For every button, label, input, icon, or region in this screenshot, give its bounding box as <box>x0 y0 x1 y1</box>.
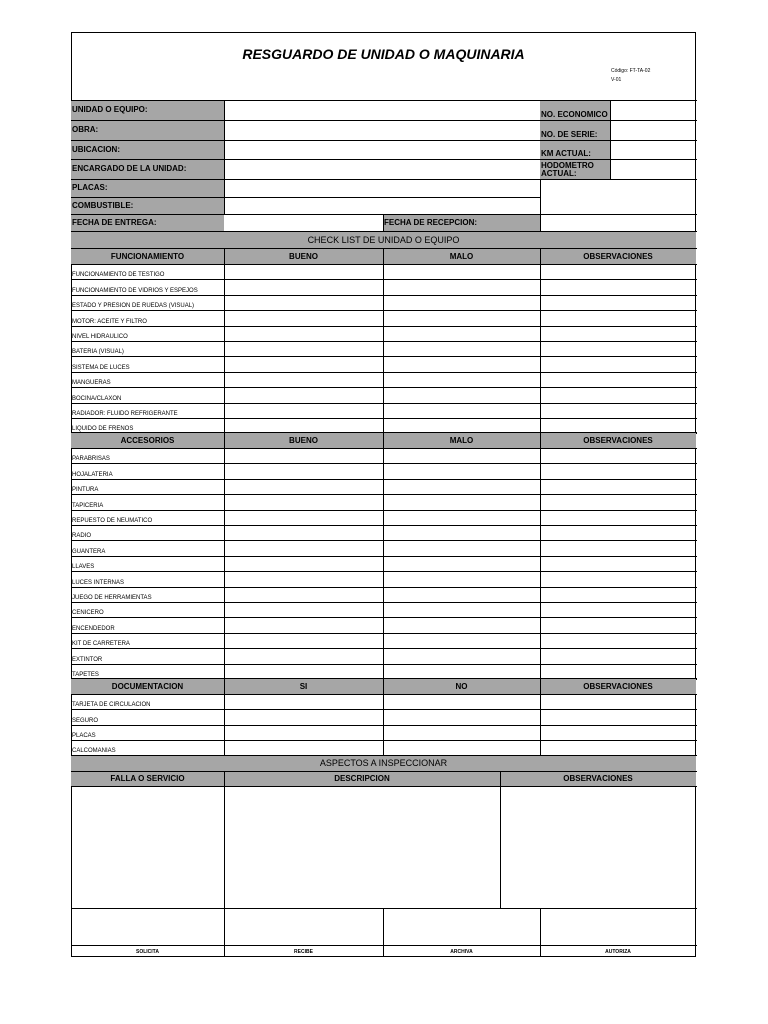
documentacion-header-3: OBSERVACIONES <box>540 678 696 694</box>
grid-line <box>71 100 697 101</box>
accesorios-item: PINTURA <box>72 487 99 494</box>
accesorios-item: RADIO <box>72 533 92 540</box>
info-right-label: NO. DE SERIE: <box>540 120 610 140</box>
funcionamiento-malo-cell[interactable] <box>384 265 539 279</box>
aspectos-header-2: OBSERVACIONES <box>500 771 696 786</box>
aspectos-header-1: DESCRIPCION <box>224 771 500 786</box>
fecha-recepcion-field[interactable] <box>541 214 696 231</box>
accesorios-bueno-cell[interactable] <box>225 495 382 509</box>
documentacion-item: TARJETA DE CIRCULACION <box>72 702 151 709</box>
accesorios-header-2: MALO <box>383 432 540 448</box>
funcionamiento-item: FUNCIONAMIENTO DE VIDRIOS Y ESPEJOS <box>72 287 198 294</box>
grid-line <box>540 432 541 680</box>
signature-solicita[interactable]: SOLICITA <box>136 949 159 955</box>
accesorios-bueno-cell[interactable] <box>225 511 382 525</box>
info-label: OBRA: <box>71 120 224 140</box>
funcionamiento-item: LIQUIDO DE FRENOS <box>72 426 134 433</box>
accesorios-malo-cell[interactable] <box>384 480 539 494</box>
info-value-field[interactable] <box>225 197 540 214</box>
accesorios-item: EXTINTOR <box>72 656 103 663</box>
accesorios-observaciones-cell[interactable] <box>541 449 695 463</box>
signature-autoriza[interactable]: AUTORIZA <box>605 949 631 955</box>
accesorios-observaciones-cell[interactable] <box>541 495 695 509</box>
accesorios-malo-cell[interactable] <box>384 511 539 525</box>
accesorios-item: LUCES INTERNAS <box>72 579 125 586</box>
signature-recibe[interactable]: RECIBE <box>294 949 313 955</box>
accesorios-malo-cell[interactable] <box>384 495 539 509</box>
info-right-value-field[interactable] <box>611 140 696 159</box>
funcionamiento-bueno-cell[interactable] <box>225 327 382 341</box>
funcionamiento-malo-cell[interactable] <box>384 311 539 325</box>
info-label: PLACAS: <box>71 179 224 197</box>
accesorios-observaciones-cell[interactable] <box>541 541 695 555</box>
aspectos-header-0: FALLA O SERVICIO <box>71 771 224 786</box>
accesorios-bueno-cell[interactable] <box>225 541 382 555</box>
grid-line <box>224 678 225 756</box>
accesorios-observaciones-cell[interactable] <box>541 588 695 602</box>
documentacion-bueno-cell[interactable] <box>225 710 382 724</box>
funcionamiento-header-1: BUENO <box>224 248 383 264</box>
accesorios-header-3: OBSERVACIONES <box>540 432 696 448</box>
signature-archiva[interactable]: ARCHIVA <box>450 949 473 955</box>
documentacion-bueno-cell[interactable] <box>225 741 382 755</box>
form-code: Código: FT-TA-02 <box>611 68 651 74</box>
info-right-value-field[interactable] <box>611 100 696 120</box>
accesorios-item: GUANTERA <box>72 548 106 555</box>
accesorios-malo-cell[interactable] <box>384 649 539 663</box>
funcionamiento-item: BOCINA/CLAXON <box>72 395 122 402</box>
info-value-field[interactable] <box>225 140 540 159</box>
funcionamiento-observaciones-cell[interactable] <box>541 311 695 325</box>
documentacion-header-1: SI <box>224 678 383 694</box>
grid-line <box>540 159 697 160</box>
accesorios-item: ENCENDEDOR <box>72 625 115 632</box>
documentacion-header-0: DOCUMENTACION <box>71 678 224 694</box>
funcionamiento-header-2: MALO <box>383 248 540 264</box>
grid-line <box>71 771 697 772</box>
accesorios-header-1: BUENO <box>224 432 383 448</box>
funcionamiento-malo-cell[interactable] <box>384 327 539 341</box>
fecha-entrega-label: FECHA DE ENTREGA: <box>71 214 224 231</box>
accesorios-observaciones-cell[interactable] <box>541 603 695 617</box>
funcionamiento-observaciones-cell[interactable] <box>541 373 695 387</box>
accesorios-bueno-cell[interactable] <box>225 480 382 494</box>
accesorios-item: PARABRISAS <box>72 456 110 463</box>
aspectos-title: ASPECTOS A INSPECCIONAR <box>71 755 696 771</box>
falla-servicio-area[interactable] <box>72 787 223 908</box>
accesorios-item: TAPICERIA <box>72 502 104 509</box>
grid-line <box>540 179 697 180</box>
funcionamiento-item: MOTOR: ACEITE Y FILTRO <box>72 318 147 325</box>
funcionamiento-malo-cell[interactable] <box>384 357 539 371</box>
accesorios-observaciones-cell[interactable] <box>541 649 695 663</box>
funcionamiento-malo-cell[interactable] <box>384 280 539 294</box>
documentacion-malo-cell[interactable] <box>384 741 539 755</box>
documentacion-malo-cell[interactable] <box>384 726 539 740</box>
accesorios-item: LLAVES <box>72 564 95 571</box>
documentacion-observaciones-cell[interactable] <box>541 710 695 724</box>
grid-line <box>224 908 225 957</box>
funcionamiento-item: FUNCIONAMIENTO DE TESTIGO <box>72 272 165 279</box>
accesorios-malo-cell[interactable] <box>384 634 539 648</box>
grid-line <box>71 248 697 249</box>
funcionamiento-header-3: OBSERVACIONES <box>540 248 696 264</box>
info-right-label: NO. ECONOMICO <box>540 100 610 120</box>
accesorios-observaciones-cell[interactable] <box>541 464 695 478</box>
grid-line <box>71 231 697 232</box>
info-value-field[interactable] <box>225 179 540 197</box>
funcionamiento-bueno-cell[interactable] <box>225 311 382 325</box>
accesorios-malo-cell[interactable] <box>384 618 539 632</box>
accesorios-malo-cell[interactable] <box>384 665 539 679</box>
grid-line <box>71 432 697 433</box>
grid-line <box>224 100 225 215</box>
documentacion-malo-cell[interactable] <box>384 710 539 724</box>
funcionamiento-item: NIVEL HIDRAULICO <box>72 333 128 340</box>
info-label: UBICACION: <box>71 140 224 159</box>
accesorios-observaciones-cell[interactable] <box>541 665 695 679</box>
accesorios-observaciones-cell[interactable] <box>541 634 695 648</box>
grid-line <box>71 120 541 121</box>
documentacion-observaciones-cell[interactable] <box>541 741 695 755</box>
documentacion-observaciones-cell[interactable] <box>541 695 695 709</box>
accesorios-item: REPUESTO DE NEUMATICO <box>72 517 153 524</box>
funcionamiento-malo-cell[interactable] <box>384 373 539 387</box>
accesorios-observaciones-cell[interactable] <box>541 618 695 632</box>
grid-line <box>610 100 611 180</box>
grid-line <box>540 908 541 957</box>
accesorios-malo-cell[interactable] <box>384 603 539 617</box>
accesorios-item: CENICERO <box>72 610 104 617</box>
accesorios-header-0: ACCESORIOS <box>71 432 224 448</box>
funcionamiento-observaciones-cell[interactable] <box>541 388 695 402</box>
accesorios-malo-cell[interactable] <box>384 464 539 478</box>
funcionamiento-item: BATERIA (VISUAL) <box>72 349 124 356</box>
funcionamiento-observaciones-cell[interactable] <box>541 280 695 294</box>
grid-line <box>383 908 384 957</box>
fecha-recepcion-label: FECHA DE RECEPCION: <box>383 214 540 231</box>
info-right-value-field[interactable] <box>611 120 696 140</box>
funcionamiento-bueno-cell[interactable] <box>225 357 382 371</box>
funcionamiento-bueno-cell[interactable] <box>225 296 382 310</box>
funcionamiento-observaciones-cell[interactable] <box>541 265 695 279</box>
accesorios-bueno-cell[interactable] <box>225 634 382 648</box>
info-value-field[interactable] <box>225 159 540 179</box>
info-right-label: HODOMETRO ACTUAL: <box>540 159 610 179</box>
documentacion-bueno-cell[interactable] <box>225 726 382 740</box>
accesorios-observaciones-cell[interactable] <box>541 557 695 571</box>
accesorios-malo-cell[interactable] <box>384 541 539 555</box>
grid-line <box>540 120 697 121</box>
accesorios-item: JUEGO DE HERRAMIENTAS <box>72 594 152 601</box>
grid-line <box>224 771 225 909</box>
accesorios-observaciones-cell[interactable] <box>541 480 695 494</box>
grid-line <box>71 140 541 141</box>
funcionamiento-malo-cell[interactable] <box>384 388 539 402</box>
grid-line <box>71 179 541 180</box>
funcionamiento-malo-cell[interactable] <box>384 342 539 356</box>
accesorios-malo-cell[interactable] <box>384 557 539 571</box>
funcionamiento-malo-cell[interactable] <box>384 296 539 310</box>
accesorios-bueno-cell[interactable] <box>225 557 382 571</box>
grid-line <box>224 248 225 434</box>
checklist-title: CHECK LIST DE UNIDAD O EQUIPO <box>71 231 696 248</box>
accesorios-malo-cell[interactable] <box>384 526 539 540</box>
accesorios-bueno-cell[interactable] <box>225 588 382 602</box>
accesorios-bueno-cell[interactable] <box>225 464 382 478</box>
info-label: COMBUSTIBLE: <box>71 197 224 214</box>
grid-line <box>383 432 384 680</box>
funcionamiento-observaciones-cell[interactable] <box>541 357 695 371</box>
funcionamiento-header-0: FUNCIONAMIENTO <box>71 248 224 264</box>
info-label: ENCARGADO DE LA UNIDAD: <box>71 159 224 179</box>
fecha-entrega-field[interactable] <box>225 214 383 231</box>
funcionamiento-malo-cell[interactable] <box>384 404 539 418</box>
form-version: V-01 <box>611 77 622 83</box>
documentacion-item: PLACAS <box>72 732 96 739</box>
documentacion-header-2: NO <box>383 678 540 694</box>
accesorios-item: HOJALATERIA <box>72 471 113 478</box>
grid-line <box>383 214 384 232</box>
funcionamiento-bueno-cell[interactable] <box>225 373 382 387</box>
documentacion-item: CALCOMANIAS <box>72 748 116 755</box>
documentacion-item: SEGURO <box>72 717 99 724</box>
accesorios-item: TAPETES <box>72 671 99 678</box>
grid-line <box>383 678 384 756</box>
info-right-label: KM ACTUAL: <box>540 140 610 159</box>
grid-line <box>71 214 697 215</box>
grid-line <box>500 771 501 909</box>
funcionamiento-bueno-cell[interactable] <box>225 280 382 294</box>
grid-line <box>71 678 697 679</box>
grid-line <box>383 248 384 434</box>
funcionamiento-item: SISTEMA DE LUCES <box>72 364 130 371</box>
documentacion-observaciones-cell[interactable] <box>541 726 695 740</box>
grid-line <box>224 432 225 680</box>
accesorios-item: KIT DE CARRETERA <box>72 641 130 648</box>
funcionamiento-bueno-cell[interactable] <box>225 404 382 418</box>
info-value-field[interactable] <box>225 100 540 120</box>
info-value-field[interactable] <box>225 120 540 140</box>
grid-line <box>540 140 697 141</box>
info-right-value-field[interactable] <box>611 159 696 179</box>
info-label: UNIDAD O EQUIPO: <box>71 100 224 120</box>
funcionamiento-item: ESTADO Y PRESION DE RUEDAS (VISUAL) <box>72 303 195 310</box>
accesorios-observaciones-cell[interactable] <box>541 511 695 525</box>
funcionamiento-observaciones-cell[interactable] <box>541 342 695 356</box>
funcionamiento-item: MANGUERAS <box>72 380 111 387</box>
accesorios-bueno-cell[interactable] <box>225 649 382 663</box>
accesorios-malo-cell[interactable] <box>384 449 539 463</box>
funcionamiento-observaciones-cell[interactable] <box>541 327 695 341</box>
grid-line <box>540 678 541 756</box>
accesorios-bueno-cell[interactable] <box>225 449 382 463</box>
funcionamiento-observaciones-cell[interactable] <box>541 296 695 310</box>
funcionamiento-bueno-cell[interactable] <box>225 342 382 356</box>
accesorios-observaciones-cell[interactable] <box>541 572 695 586</box>
accesorios-bueno-cell[interactable] <box>225 665 382 679</box>
funcionamiento-bueno-cell[interactable] <box>225 388 382 402</box>
grid-line <box>540 248 541 434</box>
observaciones-area[interactable] <box>501 787 695 908</box>
accesorios-bueno-cell[interactable] <box>225 618 382 632</box>
funcionamiento-observaciones-cell[interactable] <box>541 404 695 418</box>
accesorios-malo-cell[interactable] <box>384 588 539 602</box>
documentacion-bueno-cell[interactable] <box>225 695 382 709</box>
grid-line <box>71 945 697 946</box>
funcionamiento-bueno-cell[interactable] <box>225 265 382 279</box>
funcionamiento-item: RADIADOR: FLUIDO REFRIGERANTE <box>72 410 178 417</box>
accesorios-bueno-cell[interactable] <box>225 526 382 540</box>
accesorios-bueno-cell[interactable] <box>225 603 382 617</box>
grid-line <box>71 197 541 198</box>
accesorios-bueno-cell[interactable] <box>225 572 382 586</box>
descripcion-area[interactable] <box>225 787 499 908</box>
documentacion-malo-cell[interactable] <box>384 695 539 709</box>
form-title: RESGUARDO DE UNIDAD O MAQUINARIA <box>242 46 525 62</box>
accesorios-observaciones-cell[interactable] <box>541 526 695 540</box>
grid-line <box>71 159 541 160</box>
accesorios-malo-cell[interactable] <box>384 572 539 586</box>
grid-line <box>71 755 697 756</box>
